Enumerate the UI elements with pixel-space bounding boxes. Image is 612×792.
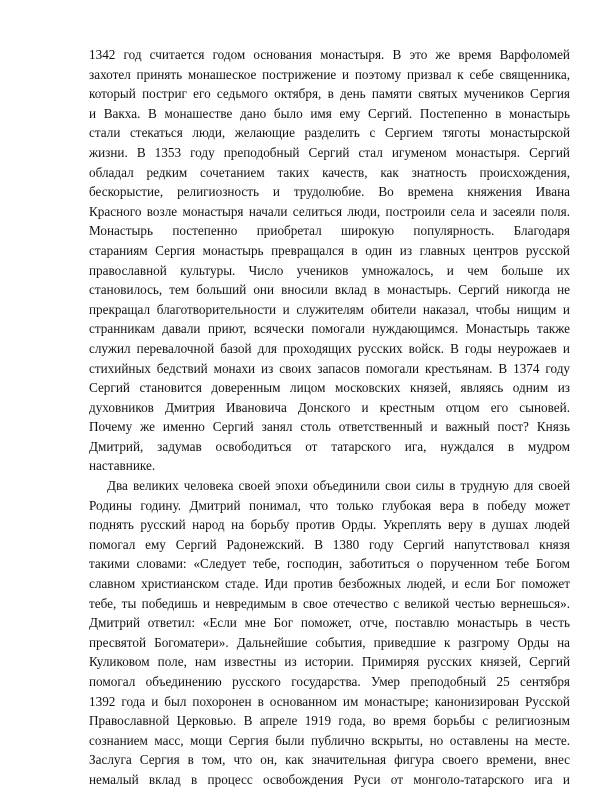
text-line: помогал объединению русского государства. Умер преподобный 25 сентября (89, 674, 570, 689)
text-line: 1342 год считается годом основания монастыря. В это же время Варфоломей (89, 47, 570, 62)
text-line: немалый вклад в процесс освобождения Руси от монголо-татарского ига и (89, 771, 570, 787)
text-line: Почему же именно Сергий занял столь ответственный и важный пост? Князь (89, 419, 570, 435)
text-line: Красного возле монастыря начали селиться люди, построили села и засеяли поля. (89, 203, 570, 219)
text-line: наставнике. (89, 458, 156, 474)
text-line: бескорыстие, религиозность и трудолюбие. Во времена княжения Ивана (89, 184, 570, 200)
text-line: Дмитрий ответил: «Если мне Бог поможет, отче, поставлю монастырь в честь (89, 615, 570, 631)
text-line: Куликовом поле, нам известны из истории. Примиряя русских князей, Сергий (89, 654, 570, 670)
text-line: жизни. В 1353 году преподобный Сергий стал игуменом монастыря. Сергий (89, 144, 570, 160)
text-line: стихийных бедствий монахи из своих запасов помогали крестьянам. В 1374 году (89, 360, 570, 376)
document-page (89, 45, 570, 790)
text-line: прекращал благотворительности и служителям обители наказал, чтобы нищим и (89, 301, 570, 317)
text-line: 1392 года и был похоронен в основанном им монастыре; канонизирован Русской (89, 693, 570, 709)
text-line: который постриг его седьмого октября, в день памяти святых мучеников Сергия (89, 86, 570, 102)
text-line: помогал ему Сергий Радонежский. В 1380 году Сергий напутствовал князя (89, 536, 570, 552)
text-line: захотел принять монашеское пострижение и поэтому призвал к себе священника, (89, 66, 570, 82)
paragraph-1 (89, 45, 570, 476)
text-line: Монастырь постепенно приобретал широкую популярность. Благодаря (89, 223, 570, 239)
text-line: Дмитрий, задумав освободиться от татарского ига, нуждался в мудром (89, 438, 570, 454)
text-line: Православной Церковью. В апреле 1919 года, во время борьбы с религиозным (89, 713, 570, 729)
text-line: духовников Дмитрия Ивановича Донского и крестным отцом его сыновей. (89, 399, 570, 415)
text-line: и Вакха. В монашестве дано было имя ему Сергий. Постепенно в монастырь (89, 105, 570, 121)
text-line: служил перевалочной базой для проходящих русских войск. В годы неурожаев и (89, 340, 570, 356)
text-line: становилось, тем больший они вносили вклад в монастырь. Сергий никогда не (89, 282, 570, 298)
text-line: Сергий становится доверенным лицом московских князей, являясь одним из (89, 380, 570, 396)
text-line: Родины годину. Дмитрий понимал, что только глубокая вера в победу может (89, 497, 570, 513)
text-line: Заслуга Сергия в том, что он, как значительная фигура своего времени, внес (89, 752, 570, 768)
text-line: такими словами: «Следует тебе, господин, заботиться о порученном тебе Богом (89, 556, 570, 572)
text-line: стараниям Сергия монастырь превращался в один из главных центров русской (89, 242, 570, 258)
text-line: поднять русский народ на борьбу против Орды. Укреплять веру в душах людей (89, 517, 570, 533)
text-line: стали стекаться люди, желающие разделить с Сергием тяготы монастырской (89, 125, 570, 141)
text-line: пресвятой Богоматери». Дальнейшие события, приведшие к разгрому Орды на (89, 634, 570, 650)
text-line: тебе, ты победишь и невредимым в свое отечество с великой честью вернешься». (89, 595, 570, 611)
text-line: Два великих человека своей эпохи объединили свои силы в трудную для своей (107, 478, 570, 494)
paragraph-2 (89, 476, 570, 790)
text-line: славном христианском стаде. Иди против безбожных людей, и если Бог поможет (89, 576, 570, 592)
text-line: сознанием масс, мощи Сергия были публично вскрыты, но оставлены на месте. (89, 732, 570, 748)
text-line: обладал редким сочетанием таких качеств, как знатность происхождения, (89, 164, 570, 180)
text-line: странникам давали приют, всячески помогали нуждающимся. Монастырь также (89, 321, 570, 337)
text-line: православной культуры. Число учеников умножалось, и чем больше их (89, 262, 570, 278)
